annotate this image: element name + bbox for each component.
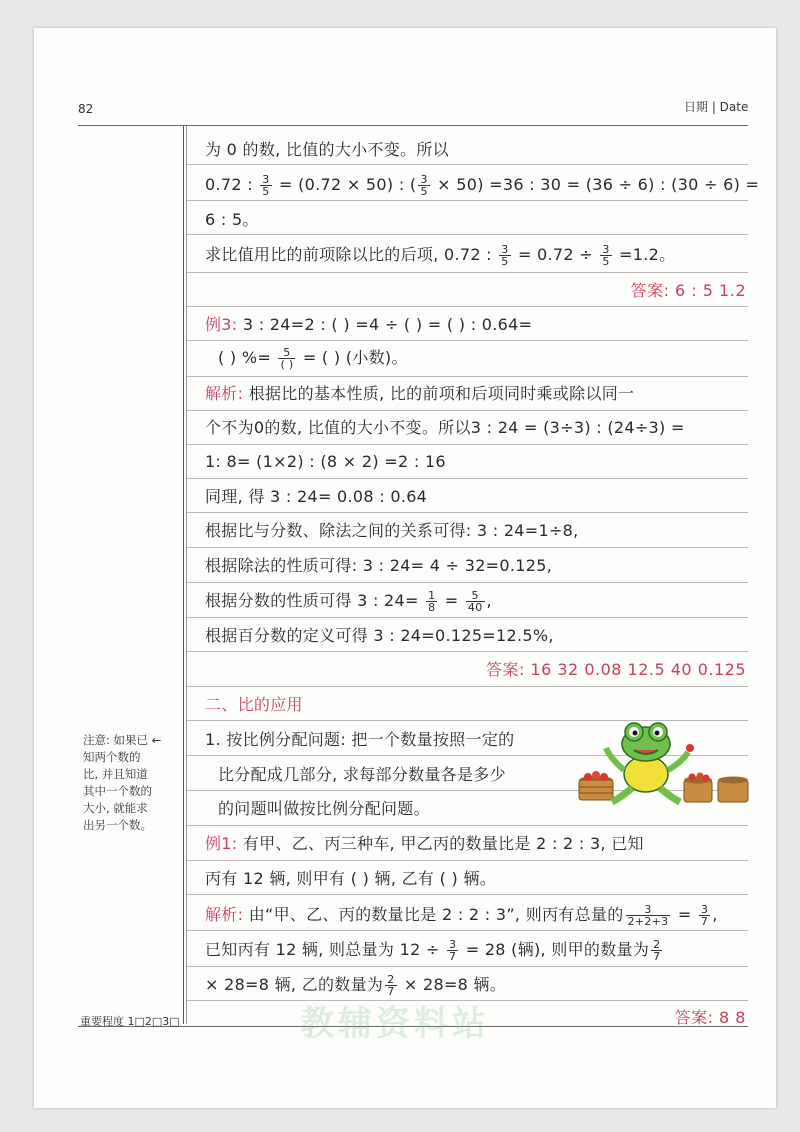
analysis-label: 解析: bbox=[205, 384, 249, 403]
fraction bbox=[699, 904, 710, 927]
fraction bbox=[418, 174, 429, 197]
text-line: 个不为0的数, 比值的大小不变。所以3 : 24 = (3÷3) : (24÷3) = bbox=[205, 418, 685, 437]
text-segment: , bbox=[486, 591, 492, 610]
ruled-line bbox=[187, 966, 748, 967]
fraction-num: 5 bbox=[466, 590, 485, 602]
text-line bbox=[218, 347, 408, 370]
fraction-num: 5 bbox=[278, 347, 295, 359]
text-line: 的问题叫做按比例分配问题。 bbox=[218, 799, 430, 818]
text-line bbox=[205, 174, 759, 197]
text-line: 根据百分数的定义可得 3 : 24=0.125=12.5%, bbox=[205, 626, 554, 645]
answer-line: 答案: 6 : 5 1.2 bbox=[630, 281, 746, 300]
fraction-num: 3 bbox=[602, 243, 610, 256]
ruled-line bbox=[187, 930, 748, 931]
ruled-line bbox=[187, 340, 748, 341]
text-line: 为 0 的数, 比值的大小不变。所以 bbox=[205, 140, 449, 159]
importance-rating: 重要程度 1□2□3□ bbox=[80, 1015, 180, 1028]
text-segment: = (0.72 × 50) : ( bbox=[273, 175, 417, 194]
ruled-line bbox=[187, 825, 748, 826]
date-label: 日期 | Date bbox=[684, 100, 749, 114]
fraction bbox=[385, 974, 396, 997]
fraction-den: 8 bbox=[428, 601, 436, 614]
side-note bbox=[83, 732, 175, 834]
side-note-line: 知两个数的 bbox=[83, 750, 141, 764]
fraction-den: 7 bbox=[387, 985, 395, 998]
ruled-line bbox=[187, 617, 748, 618]
text-line bbox=[205, 974, 506, 997]
text-line: 1. 按比例分配问题: 把一个数量按照一定的 bbox=[205, 730, 515, 749]
text-line: 根据比与分数、除法之间的关系可得: 3 : 24=1÷8, bbox=[205, 521, 579, 540]
text-segment: 由“甲、乙、丙的数量比是 2 : 2 : 3”, 则丙有总量的 bbox=[248, 905, 624, 924]
frog-illustration bbox=[576, 722, 752, 808]
page-number: 82 bbox=[78, 102, 94, 116]
fraction-num: 3 bbox=[420, 173, 428, 186]
fraction-den: 2+2+3 bbox=[627, 915, 669, 928]
side-note-line: 大小, 就能求 bbox=[83, 801, 148, 815]
watermark: 教辅资料站 bbox=[300, 1004, 490, 1044]
section-heading: 二、比的应用 bbox=[205, 695, 303, 714]
fraction-den: 7 bbox=[653, 950, 661, 963]
fraction-den: 5 bbox=[262, 185, 270, 198]
text-line: 丙有 12 辆, 则甲有 ( ) 辆, 乙有 ( ) 辆。 bbox=[205, 869, 497, 888]
fraction-num: 2 bbox=[387, 973, 395, 986]
text-segment: = 28 (辆), 则甲的数量为 bbox=[460, 940, 650, 959]
text-segment: 根据比的基本性质, 比的前项和后项同时乘或除以同一 bbox=[248, 384, 635, 403]
text-segment: × 28=8 辆。 bbox=[398, 975, 507, 994]
basket-icon bbox=[718, 777, 748, 803]
side-note-line: 出另一个数。 bbox=[83, 818, 152, 832]
fraction bbox=[600, 244, 611, 267]
text-line: 解析: 由“甲、乙、丙的数量比是 2 : 2 : 3”, 则丙有总量的 $\frac{3}{2+2+3}$ = $\frac{3}{7}$ , bbox=[205, 903, 718, 928]
basket-icon bbox=[684, 773, 712, 803]
text-segment: × 50) =36 : 30 = (36 ÷ 6) : (30 ÷ 6) = bbox=[431, 175, 760, 194]
margin-line bbox=[183, 126, 184, 1024]
text-segment: 已知丙有 12 辆, 则总量为 12 ÷ bbox=[205, 940, 446, 959]
frog-icon bbox=[606, 723, 694, 802]
text-line bbox=[205, 384, 634, 404]
ruled-line bbox=[187, 410, 748, 411]
fraction bbox=[499, 244, 510, 267]
fraction bbox=[426, 590, 437, 613]
side-note-line: 比, 并且知道 bbox=[83, 767, 148, 781]
side-note-line: 其中一个数的 bbox=[83, 784, 152, 798]
text-segment: = ( ) (小数)。 bbox=[297, 348, 408, 367]
analysis-label: 解析: bbox=[205, 905, 249, 924]
ruled-line bbox=[187, 306, 748, 307]
fraction bbox=[260, 174, 271, 197]
text-segment: 3 : 24=2 : ( ) =4 ÷ ( ) = ( ) : 0.64= bbox=[242, 315, 533, 334]
ruled-line bbox=[187, 720, 748, 721]
text-segment: 有甲、乙、丙三种车, 甲乙丙的数量比是 2 : 2 : 3, 已知 bbox=[242, 834, 644, 853]
example-label: 例3: bbox=[205, 315, 243, 334]
ruled-line bbox=[187, 478, 748, 479]
text-line: 6 : 5。 bbox=[205, 210, 259, 229]
text-line bbox=[205, 315, 532, 335]
ruled-line bbox=[187, 512, 748, 513]
ruled-line bbox=[187, 547, 748, 548]
fraction-num: 1 bbox=[428, 589, 436, 602]
ruled-line bbox=[187, 894, 748, 895]
fraction bbox=[651, 939, 662, 962]
side-note-line: 注意: 如果已 ← bbox=[83, 733, 162, 747]
example-label: 例1: bbox=[205, 834, 243, 853]
ruled-line bbox=[187, 200, 748, 201]
fraction-den: 7 bbox=[700, 915, 709, 928]
ruled-line bbox=[187, 686, 748, 687]
text-segment: × 28=8 辆, 乙的数量为 bbox=[205, 975, 384, 994]
text-segment: = 0.72 ÷ bbox=[512, 245, 599, 264]
text-line bbox=[205, 939, 664, 962]
text-line: 根据分数的性质可得 3 : 24= $\frac{1}{8}$ = $\frac{5}{40}$ , bbox=[205, 589, 492, 614]
text-line: 1: 8= (1×2) : (8 × 2) =2 : 16 bbox=[205, 452, 446, 471]
fraction-den: 7 bbox=[449, 950, 457, 963]
fraction-num: 2 bbox=[653, 938, 661, 951]
text-line: 比分配成几部分, 求每部分数量各是多少 bbox=[218, 765, 506, 784]
text-line: 同理, 得 3 : 24= 0.08 : 0.64 bbox=[205, 487, 428, 506]
fraction bbox=[626, 904, 671, 927]
fraction-num: 3 bbox=[262, 173, 270, 186]
fraction-den: ( ) bbox=[280, 358, 294, 371]
margin-line-inner bbox=[186, 126, 187, 1024]
fraction bbox=[466, 590, 485, 613]
text-segment: 0.72 : bbox=[205, 175, 259, 194]
text-line: 根据除法的性质可得: 3 : 24= 4 ÷ 32=0.125, bbox=[205, 556, 553, 575]
text-line bbox=[205, 244, 675, 267]
fraction-num: 3 bbox=[449, 938, 457, 951]
ruled-line bbox=[187, 164, 748, 165]
ruled-line bbox=[187, 651, 748, 652]
fraction-num: 3 bbox=[700, 903, 709, 916]
text-segment: 求比值用比的前项除以比的后项, 0.72 : bbox=[205, 245, 498, 264]
fraction bbox=[447, 939, 458, 962]
ruled-line bbox=[187, 376, 748, 377]
fraction-num: 3 bbox=[626, 904, 671, 916]
fraction-num: 3 bbox=[501, 243, 509, 256]
fraction-den: 5 bbox=[420, 185, 428, 198]
fraction-den: 40 bbox=[467, 601, 483, 614]
answer-line: 答案: 16 32 0.08 12.5 40 0.125 bbox=[485, 660, 746, 679]
fraction-den: 5 bbox=[501, 255, 509, 268]
text-line bbox=[205, 834, 644, 854]
text-segment: 根据分数的性质可得 3 : 24= bbox=[205, 591, 425, 610]
ruled-line bbox=[187, 234, 748, 235]
answer-line: 答案: 8 8 bbox=[674, 1008, 746, 1027]
fraction-den: 5 bbox=[602, 255, 610, 268]
basket-icon bbox=[579, 771, 613, 800]
ruled-line bbox=[187, 444, 748, 445]
text-segment: =1.2。 bbox=[613, 245, 676, 264]
ruled-line bbox=[187, 582, 748, 583]
header-rule bbox=[78, 125, 748, 126]
text-segment: ( ) %= bbox=[218, 348, 277, 367]
ruled-line bbox=[187, 860, 748, 861]
fraction bbox=[278, 347, 295, 370]
ruled-line bbox=[187, 272, 748, 273]
